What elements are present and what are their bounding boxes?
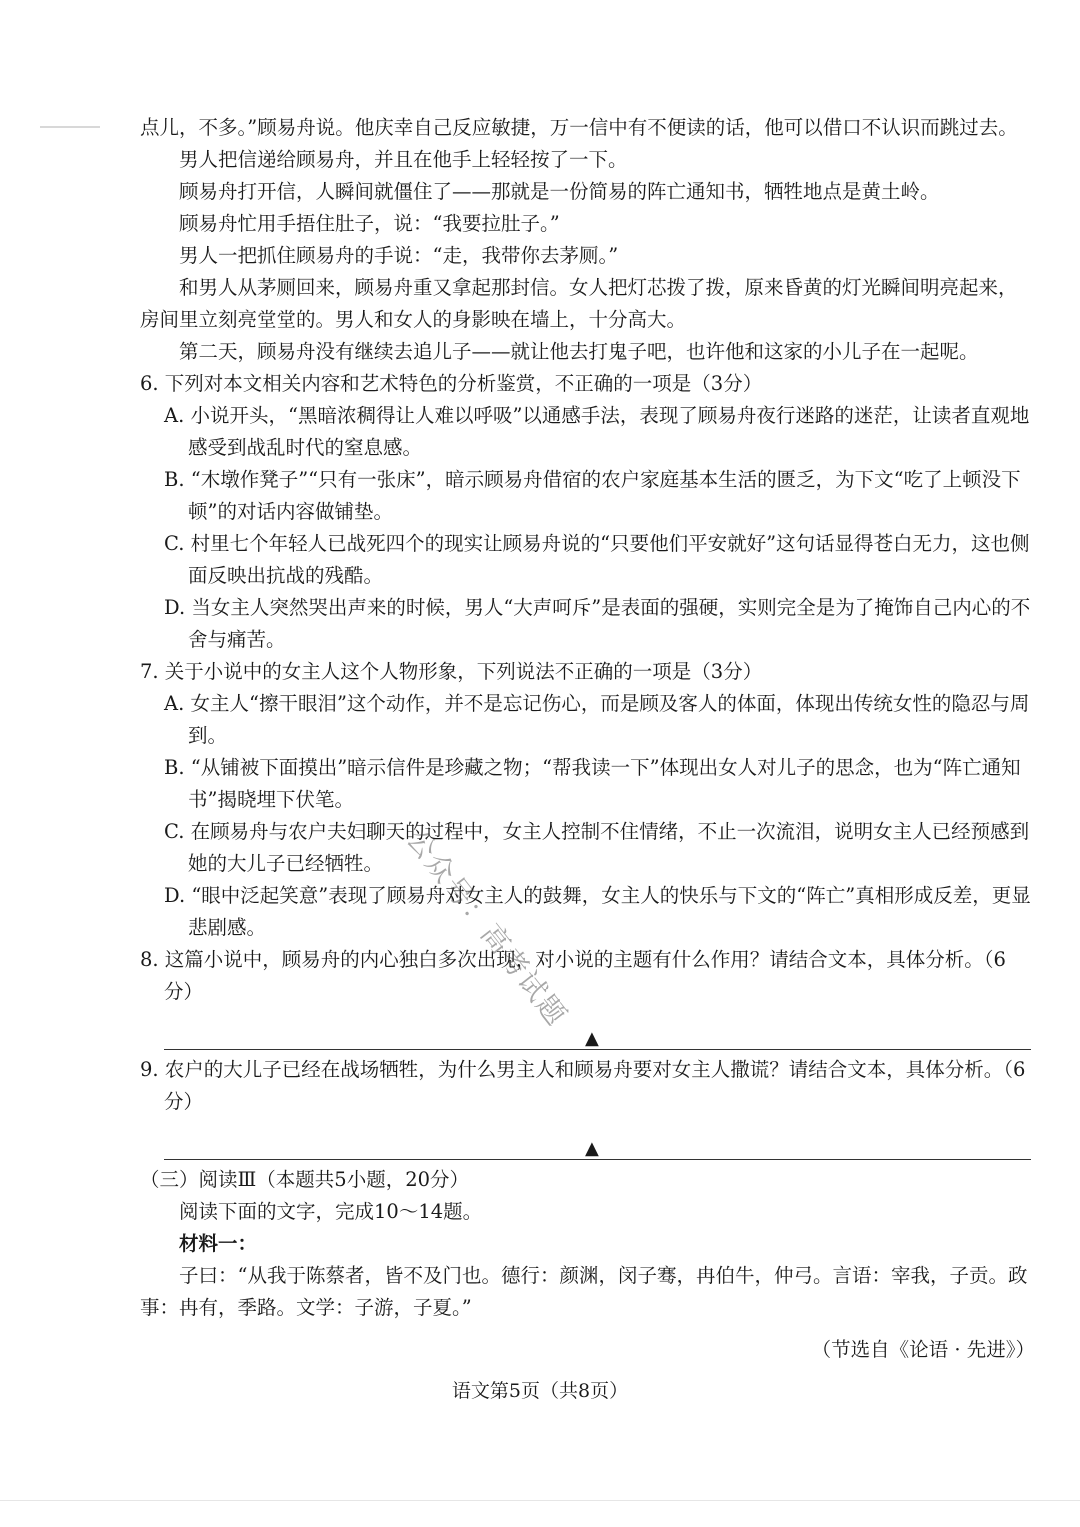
- page-content: [140, 112, 1035, 1366]
- question-6-stem: 6. 下列对本文相关内容和艺术特色的分析鉴赏，不正确的一项是（3分）: [140, 372, 763, 395]
- story-paragraph: 男人一把抓住顾易舟的手说：“走，我带你去茅厕。”: [179, 244, 619, 267]
- material-1-source: （节选自《论语 · 先进》）: [811, 1338, 1035, 1361]
- question-7-option-b: B. “从铺被下面摸出”暗示信件是珍藏之物；“帮我读一下”体现出女人对儿子的思念，也为“阵亡通知书”揭晓埋下伏笔。: [164, 756, 1021, 811]
- answer-triangle-icon: ▲: [585, 1138, 599, 1159]
- question-6-option-b: B. “木墩作凳子”“只有一张床”，暗示顾易舟借宿的农户家庭基本生活的匮乏，为下文“吃了上顿没下顿”的对话内容做铺垫。: [164, 468, 1021, 523]
- scan-mark: [40, 126, 100, 128]
- material-1-label: 材料一：: [179, 1232, 258, 1255]
- question-6-option-a: A. 小说开头，“黑暗浓稠得让人难以呼吸”以通感手法，表现了顾易舟夜行迷路的迷茫，让读者直观地感受到战乱时代的窒息感。: [164, 404, 1030, 459]
- question-8: 8. 这篇小说中，顾易舟的内心独白多次出现，对小说的主题有什么作用？请结合文本，具体分析。（6分）: [140, 948, 1006, 1003]
- story-paragraph: 男人把信递给顾易舟，并且在他手上轻轻按了一下。: [179, 148, 628, 171]
- story-paragraph: 顾易舟打开信，人瞬间就僵住了——那就是一份简易的阵亡通知书，牺牲地点是黄土岭。: [179, 180, 940, 203]
- question-6-option-d: D. 当女主人突然哭出声来的时候，男人“大声呵斥”是表面的强硬，实则完全是为了掩饰自己内心的不舍与痛苦。: [164, 596, 1031, 651]
- question-7-option-d: D. “眼中泛起笑意”表现了顾易舟对女主人的鼓舞，女主人的快乐与下文的“阵亡”真相形成反差，更显悲剧感。: [164, 884, 1031, 939]
- question-6-option-c: C. 村里七个年轻人已战死四个的现实让顾易舟说的“只要他们平安就好”这句话显得苍白无力，这也侧面反映出抗战的残酷。: [164, 532, 1030, 587]
- answer-rule: [164, 1159, 1031, 1161]
- watermark: 公众号：高考试题: [400, 823, 574, 1033]
- question-7-option-c: C. 在顾易舟与农户夫妇聊天的过程中，女主人控制不住情绪，不止一次流泪，说明女主人已经预感到她的大儿子已经牺牲。: [164, 820, 1030, 875]
- question-7-stem: 7. 关于小说中的女主人这个人物形象，下列说法不正确的一项是（3分）: [140, 660, 763, 683]
- question-9-answer-line: [140, 1118, 1035, 1164]
- question-7-option-a: A. 女主人“擦干眼泪”这个动作，并不是忘记伤心，而是顾及客人的体面，体现出传统女性的隐忍与周到。: [164, 692, 1030, 747]
- section-3-title: （三）阅读Ⅲ（本题共5小题，20分）: [140, 1168, 470, 1191]
- story-paragraph: 第二天，顾易舟没有继续去追儿子——就让他去打鬼子吧，也许他和这家的小儿子在一起呢。: [179, 340, 979, 363]
- section-3-instruction: 阅读下面的文字，完成10～14题。: [179, 1200, 483, 1223]
- answer-triangle-icon: ▲: [585, 1028, 599, 1049]
- scan-edge: [0, 1500, 1080, 1501]
- story-paragraph: 点儿，不多。”顾易舟说。他庆幸自己反应敏捷，万一信中有不便读的话，他可以借口不认识而跳过去。: [140, 116, 1018, 139]
- question-9: 9. 农户的大儿子已经在战场牺牲，为什么男主人和顾易舟要对女主人撒谎？请结合文本，具体分析。（6分）: [140, 1058, 1026, 1113]
- story-paragraph: 和男人从茅厕回来，顾易舟重又拿起那封信。女人把灯芯拨了拨，原来昏黄的灯光瞬间明亮起来，房间里立刻亮堂堂的。男人和女人的身影映在墙上，十分高大。: [140, 276, 1018, 331]
- material-1-text: 子曰：“从我于陈蔡者，皆不及门也。德行：颜渊，闵子骞，冉伯牛，仲弓。言语：宰我，子贡。政事：冉有，季路。文学：子游，子夏。”: [140, 1264, 1028, 1319]
- story-paragraph: 顾易舟忙用手捂住肚子，说：“我要拉肚子。”: [179, 212, 560, 235]
- page-footer: 语文第5页（共8页）: [451, 1380, 629, 1402]
